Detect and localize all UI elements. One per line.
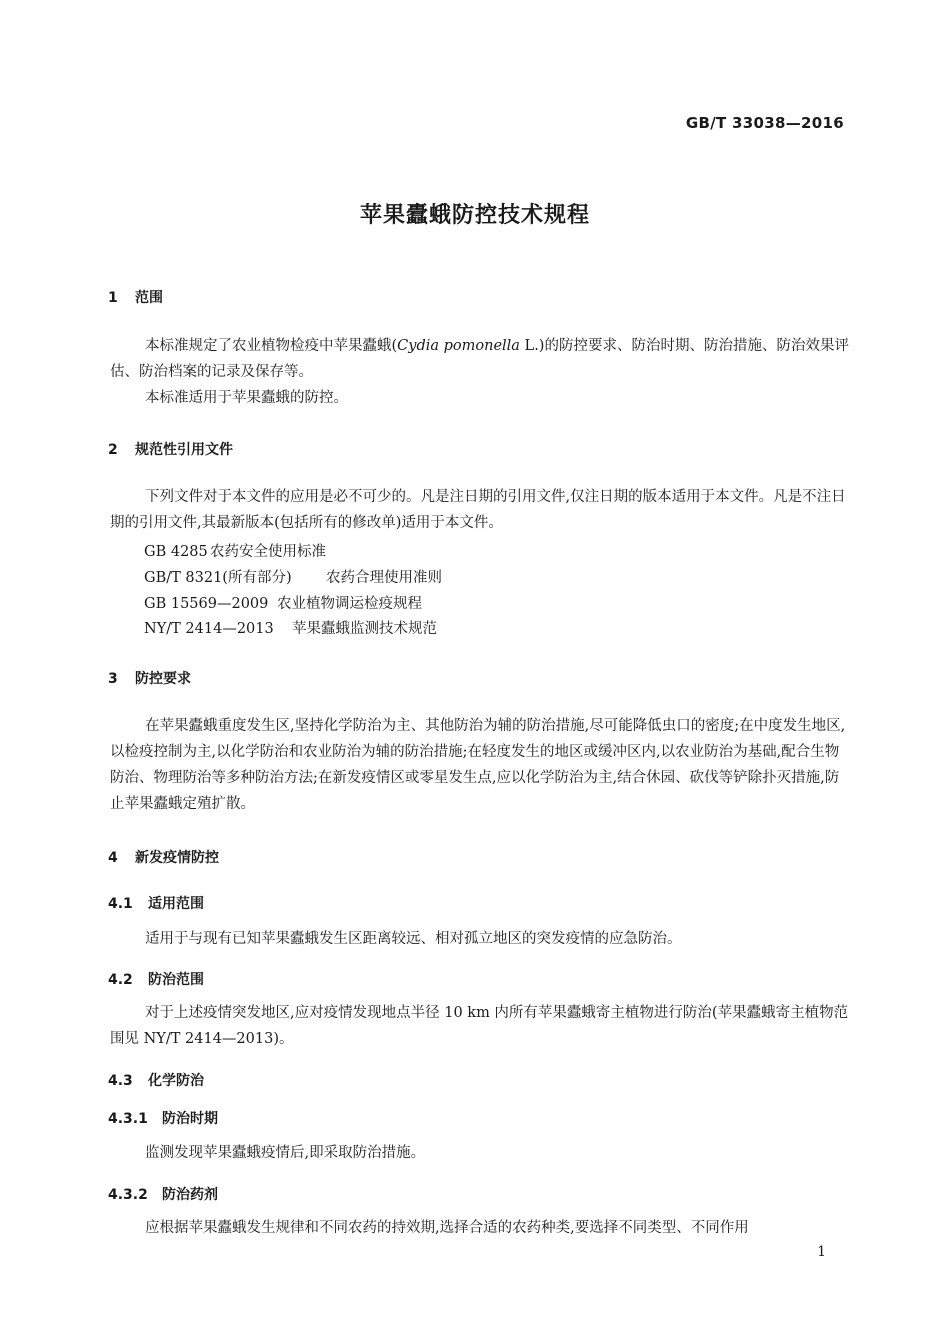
section-title: 化学防治 bbox=[148, 1073, 204, 1089]
reference-item bbox=[144, 566, 442, 587]
section-number: 4.3.1 bbox=[108, 1111, 148, 1127]
document-title: 苹果蠹蛾防控技术规程 bbox=[359, 203, 590, 228]
reference-name: 农业植物调运检疫规程 bbox=[277, 596, 422, 612]
control-requirements-paragraph: 在苹果蠹蛾重度发生区,坚持化学防治为主、其他防治为辅的防治措施,尽可能降低虫口的密度;在中度发生地区,以检疫控制为主,以化学防治和农业防治为辅的防治措施;在轻度发生的地区或缓冲区内,以农业防治为基础,配合生物防治、物理防治等多种防治方法;在新发疫情区或零星发生点,应以化学防治为主,结合休园、砍伐等铲除扑灭措施,防止苹果蠹蛾定殖扩散。 bbox=[110, 718, 846, 812]
section-title: 防治药剂 bbox=[162, 1187, 218, 1203]
scope-of-application-paragraph: 适用于与现有已知苹果蠹蛾发生区距离较远、相对孤立地区的突发疫情的应急防治。 bbox=[145, 931, 682, 947]
section-4-heading bbox=[108, 847, 219, 867]
section-number: 4.3.2 bbox=[108, 1187, 148, 1203]
reference-code: NY/T 2414—2013 bbox=[144, 621, 274, 637]
pesticide-paragraph: 应根据苹果蠹蛾发生规律和不同农药的持效期,选择合适的农药种类,要选择不同类型、不同作用 bbox=[145, 1220, 749, 1236]
section-number: 4 bbox=[108, 850, 118, 866]
section-title: 防治时期 bbox=[162, 1111, 218, 1127]
section-title: 防控要求 bbox=[135, 671, 191, 687]
section-number: 4.1 bbox=[108, 896, 133, 912]
section-number: 4.3 bbox=[108, 1073, 133, 1089]
reference-code: GB/T 8321(所有部分) bbox=[144, 570, 292, 586]
section-2-heading bbox=[108, 439, 233, 459]
reference-code: GB 4285 bbox=[144, 544, 208, 560]
reference-item bbox=[144, 617, 437, 638]
scope-text-pre: 本标准规定了农业植物检疫中苹果蠹蛾( bbox=[145, 338, 398, 354]
reference-name: 农药安全使用标准 bbox=[210, 544, 326, 560]
section-4-3-1-heading bbox=[108, 1108, 218, 1128]
scope-text-post: L.)的防控要求、防治时期、防治措施、防治效果评估、防治档案的记录及保存等。 bbox=[110, 338, 849, 380]
scope-paragraph bbox=[110, 333, 850, 385]
section-3-heading bbox=[108, 668, 191, 688]
section-number: 1 bbox=[108, 290, 118, 306]
section-number: 4.2 bbox=[108, 972, 133, 988]
latin-name: Cydia pomonella bbox=[397, 338, 520, 354]
section-title: 防治范围 bbox=[148, 972, 204, 988]
standard-number: GB/T 33038—2016 bbox=[685, 114, 844, 132]
reference-code: GB 15569—2009 bbox=[144, 596, 269, 612]
reference-name: 农药合理使用准则 bbox=[326, 570, 442, 586]
reference-item bbox=[144, 540, 326, 561]
section-title: 新发疫情防控 bbox=[135, 850, 219, 866]
applicability-paragraph: 本标准适用于苹果蠹蛾的防控。 bbox=[145, 390, 348, 406]
section-4-1-heading bbox=[108, 893, 204, 913]
section-number: 2 bbox=[108, 442, 118, 458]
control-period-paragraph: 监测发现苹果蠹蛾疫情后,即采取防治措施。 bbox=[145, 1145, 426, 1161]
page-number: 1 bbox=[817, 1244, 826, 1260]
control-scope-paragraph: 对于上述疫情突发地区,应对疫情发现地点半径 10 km 内所有苹果蠹蛾寄主植物进行防治(苹果蠹蛾寄主植物范围见 NY/T 2414—2013)。 bbox=[110, 1005, 849, 1047]
section-4-2-heading bbox=[108, 969, 204, 989]
section-title: 范围 bbox=[135, 290, 163, 306]
references-intro-paragraph: 下列文件对于本文件的应用是必不可少的。凡是注日期的引用文件,仅注日期的版本适用于本文件。凡是不注日期的引用文件,其最新版本(包括所有的修改单)适用于本文件。 bbox=[110, 489, 846, 531]
section-title: 适用范围 bbox=[148, 896, 204, 912]
section-4-3-heading bbox=[108, 1070, 204, 1090]
section-1-heading bbox=[108, 287, 163, 307]
section-4-3-2-heading bbox=[108, 1184, 218, 1204]
section-title: 规范性引用文件 bbox=[135, 442, 233, 458]
reference-item bbox=[144, 592, 422, 613]
section-number: 3 bbox=[108, 671, 118, 687]
reference-name: 苹果蠹蛾监测技术规范 bbox=[292, 621, 437, 637]
